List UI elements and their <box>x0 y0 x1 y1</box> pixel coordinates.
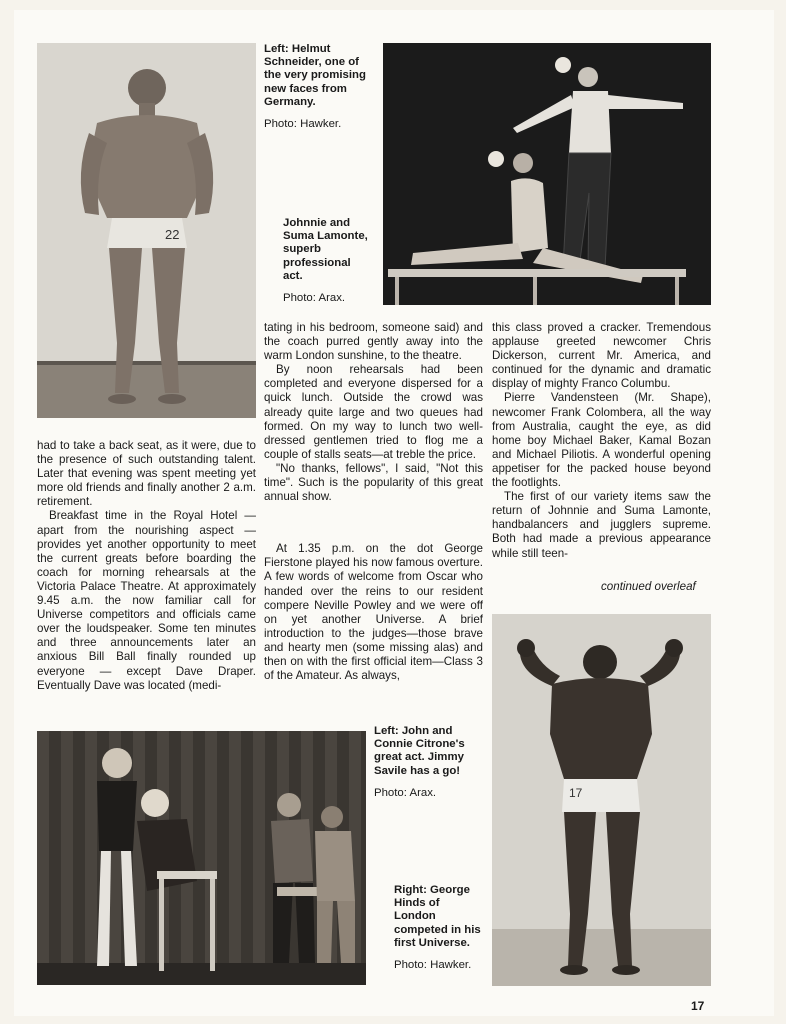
caption-lamonte-credit: Photo: Arax. <box>283 292 346 305</box>
caption-lamonte <box>283 217 373 305</box>
article-paragraph: Pierre Vandensteen (Mr. Shape), newcomer Frank Colombera, all the way from Australia, caught the eye, as did home boy Michael Baker, Kamal Bozan and Michael Piliotis. A wonderful opening appetiser for the packed house beyond the footlights. <box>492 391 711 490</box>
caption-schneider-credit: Photo: Hawker. <box>264 118 342 131</box>
caption-hinds <box>394 884 484 972</box>
continued-overleaf: continued overleaf <box>601 580 696 593</box>
article-paragraph: The first of our variety items saw the return of Johnnie and Suma Lamonte, handbalancers and jugglers supreme. Both had made a previous appearance while still teen- <box>492 490 711 560</box>
caption-schneider-text: Left: Helmut Schneider, one of the very promising new faces from Germany. <box>264 43 366 108</box>
article-column-1 <box>37 439 256 693</box>
caption-citrone <box>374 725 474 800</box>
article-paragraph: tating in his bedroom, someone said) and the coach purred gently away into the warm London sunshine, to the theatre. <box>264 321 483 363</box>
article-paragraph: "No thanks, fellows", I said, "Not this time". Such is the popularity of this great annual show. <box>264 461 483 504</box>
caption-hinds-credit: Photo: Hawker. <box>394 959 472 972</box>
caption-schneider <box>264 43 369 131</box>
article-paragraph: Breakfast time in the Royal Hotel —apart from the nourishing aspect —provides yet another opportunity to meet the current greats before boarding the coach for morning rehearsals at the Victoria Palace Theatre. At approximately 9.45 a.m. the now familiar call for Universe competitors and officials came over the loudspeaker. Some ten minutes and three announcements later an anxious Bill Ball finally rounded up everyone — except Dave Draper. Eventually Dave was located (medi- <box>37 509 256 692</box>
photo-citrone-act <box>37 731 366 985</box>
caption-hinds-text: Right: George Hinds of London competed in his first Universe. <box>394 884 481 949</box>
photo-lamonte-act <box>383 43 711 305</box>
article-paragraph: By noon rehearsals had been completed and everyone dispersed for a quick lunch. Outside the crowd was already quite large and two queues had formed. On my way to lunch two well-dressed gentlemen tried to flog me a couple of stalls seats—at treble the price. <box>264 363 483 461</box>
caption-citrone-text: Left: John and Connie Citrone's great act. Jimmy Savile has a go! <box>374 725 465 777</box>
article-paragraph: this class proved a cracker. Tremendous applause greeted newcomer Chris Dickerson, current Mr. America, and continued for the dynamic and dramatic display of mighty Franco Columbu. <box>492 321 711 391</box>
article-paragraph: had to take a back seat, as it were, due to the presence of such outstanding talent. Later that evening was spent meeting yet more old friends and finally another 2 a.m. retirement. <box>37 439 256 509</box>
caption-citrone-credit: Photo: Arax. <box>374 786 437 799</box>
article-column-2 <box>264 321 483 683</box>
competitor-number-22: 22 <box>165 227 180 242</box>
caption-lamonte-text: Johnnie and Suma Lamonte, superb professional act. <box>283 217 368 282</box>
photo-helmut-schneider <box>37 43 256 418</box>
page-number: 17 <box>691 999 705 1013</box>
photo-george-hinds <box>492 614 711 986</box>
competitor-number-17: 17 <box>569 786 583 800</box>
article-paragraph: At 1.35 p.m. on the dot George Fierstone played his now famous overture. A few words of welcome from Oscar who handed over the reins to our resident compere Neville Powley and we were off on yet another Universe. A brief introduction to the judges—those brave and hearty men (some missing alas) and then on with the first official item—Class 3 of the Amateur. As always, <box>264 542 483 683</box>
article-column-3 <box>492 321 711 561</box>
